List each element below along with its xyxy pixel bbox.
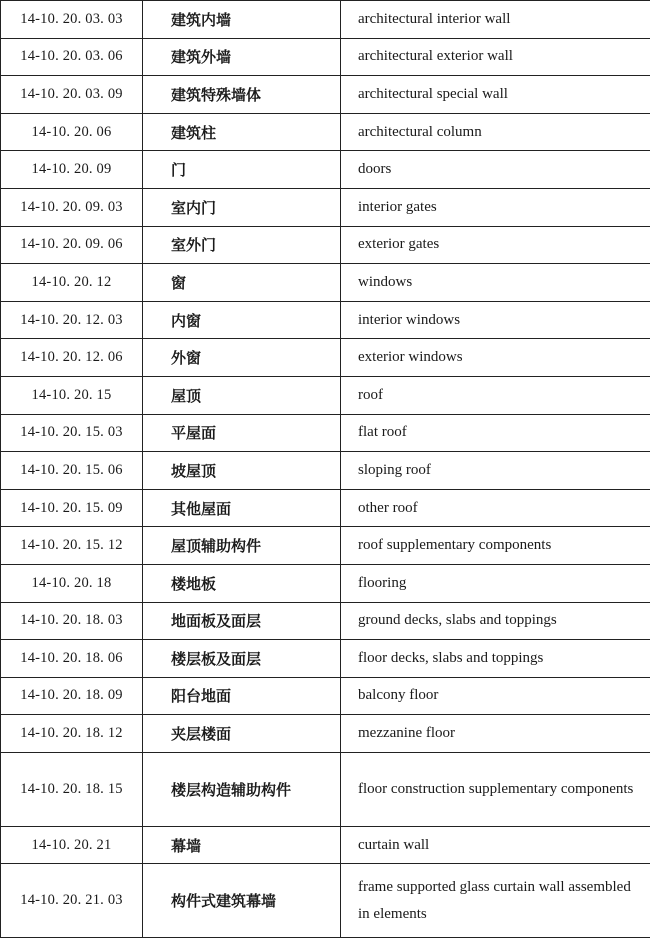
english-term-cell: frame supported glass curtain wall assembled in elements [341,864,650,938]
chinese-term-cell: 阳台地面 [143,677,341,715]
english-term-cell: roof supplementary components [341,527,650,565]
english-term-cell: interior gates [341,188,650,226]
english-term-cell: exterior windows [341,339,650,377]
table-body [1,1,650,938]
table-row [1,864,650,938]
chinese-term-cell: 幕墙 [143,826,341,864]
chinese-term-cell: 构件式建筑幕墙 [143,864,341,938]
table-row [1,376,650,414]
table-row [1,151,650,189]
code-cell: 14-10. 20. 15. 09 [1,489,143,527]
chinese-term-cell: 室外门 [143,226,341,264]
code-cell: 14-10. 20. 15. 06 [1,452,143,490]
table-row [1,640,650,678]
code-cell: 14-10. 20. 12 [1,264,143,302]
chinese-term-cell: 楼层构造辅助构件 [143,752,341,826]
table-row [1,264,650,302]
english-term-cell: architectural column [341,113,650,151]
table-row [1,564,650,602]
english-term-cell: architectural interior wall [341,1,650,39]
table-row [1,677,650,715]
code-cell: 14-10. 20. 18. 03 [1,602,143,640]
code-cell: 14-10. 20. 15. 12 [1,527,143,565]
chinese-term-cell: 坡屋顶 [143,452,341,490]
code-cell: 14-10. 20. 18. 12 [1,715,143,753]
english-term-cell: doors [341,151,650,189]
chinese-term-cell: 楼地板 [143,564,341,602]
english-term-cell: flooring [341,564,650,602]
chinese-term-cell: 夹层楼面 [143,715,341,753]
code-cell: 14-10. 20. 18. 06 [1,640,143,678]
english-term-cell: ground decks, slabs and toppings [341,602,650,640]
english-term-cell: windows [341,264,650,302]
english-term-cell: balcony floor [341,677,650,715]
english-term-cell: architectural exterior wall [341,38,650,76]
chinese-term-cell: 建筑外墙 [143,38,341,76]
chinese-term-cell: 屋顶辅助构件 [143,527,341,565]
table-row [1,301,650,339]
code-cell: 14-10. 20. 12. 03 [1,301,143,339]
chinese-term-cell: 屋顶 [143,376,341,414]
english-term-cell: other roof [341,489,650,527]
english-term-cell: floor decks, slabs and toppings [341,640,650,678]
chinese-term-cell: 窗 [143,264,341,302]
code-cell: 14-10. 20. 21. 03 [1,864,143,938]
table-row [1,527,650,565]
code-cell: 14-10. 20. 18 [1,564,143,602]
code-cell: 14-10. 20. 03. 06 [1,38,143,76]
chinese-term-cell: 门 [143,151,341,189]
chinese-term-cell: 内窗 [143,301,341,339]
code-cell: 14-10. 20. 15. 03 [1,414,143,452]
code-cell: 14-10. 20. 09 [1,151,143,189]
table-row [1,339,650,377]
code-cell: 14-10. 20. 21 [1,826,143,864]
chinese-term-cell: 楼层板及面层 [143,640,341,678]
code-cell: 14-10. 20. 06 [1,113,143,151]
table-row [1,715,650,753]
chinese-term-cell: 外窗 [143,339,341,377]
table-row [1,489,650,527]
chinese-term-cell: 室内门 [143,188,341,226]
chinese-term-cell: 建筑内墙 [143,1,341,39]
english-term-cell: roof [341,376,650,414]
table-row [1,452,650,490]
table-row [1,752,650,826]
chinese-term-cell: 地面板及面层 [143,602,341,640]
chinese-term-cell: 建筑柱 [143,113,341,151]
english-term-cell: floor construction supplementary components [341,752,650,826]
table-row [1,826,650,864]
table-row [1,113,650,151]
chinese-term-cell: 平屋面 [143,414,341,452]
code-cell: 14-10. 20. 03. 09 [1,76,143,114]
table-row [1,76,650,114]
table-row [1,1,650,39]
code-cell: 14-10. 20. 15 [1,376,143,414]
table-row [1,602,650,640]
table-row [1,38,650,76]
english-term-cell: flat roof [341,414,650,452]
english-term-cell: architectural special wall [341,76,650,114]
table-row [1,414,650,452]
english-term-cell: mezzanine floor [341,715,650,753]
english-term-cell: exterior gates [341,226,650,264]
table-row [1,226,650,264]
code-cell: 14-10. 20. 09. 06 [1,226,143,264]
chinese-term-cell: 建筑特殊墙体 [143,76,341,114]
english-term-cell: sloping roof [341,452,650,490]
table-row [1,188,650,226]
english-term-cell: interior windows [341,301,650,339]
chinese-term-cell: 其他屋面 [143,489,341,527]
code-cell: 14-10. 20. 18. 15 [1,752,143,826]
code-cell: 14-10. 20. 09. 03 [1,188,143,226]
code-cell: 14-10. 20. 18. 09 [1,677,143,715]
english-term-cell: curtain wall [341,826,650,864]
code-cell: 14-10. 20. 12. 06 [1,339,143,377]
code-cell: 14-10. 20. 03. 03 [1,1,143,39]
